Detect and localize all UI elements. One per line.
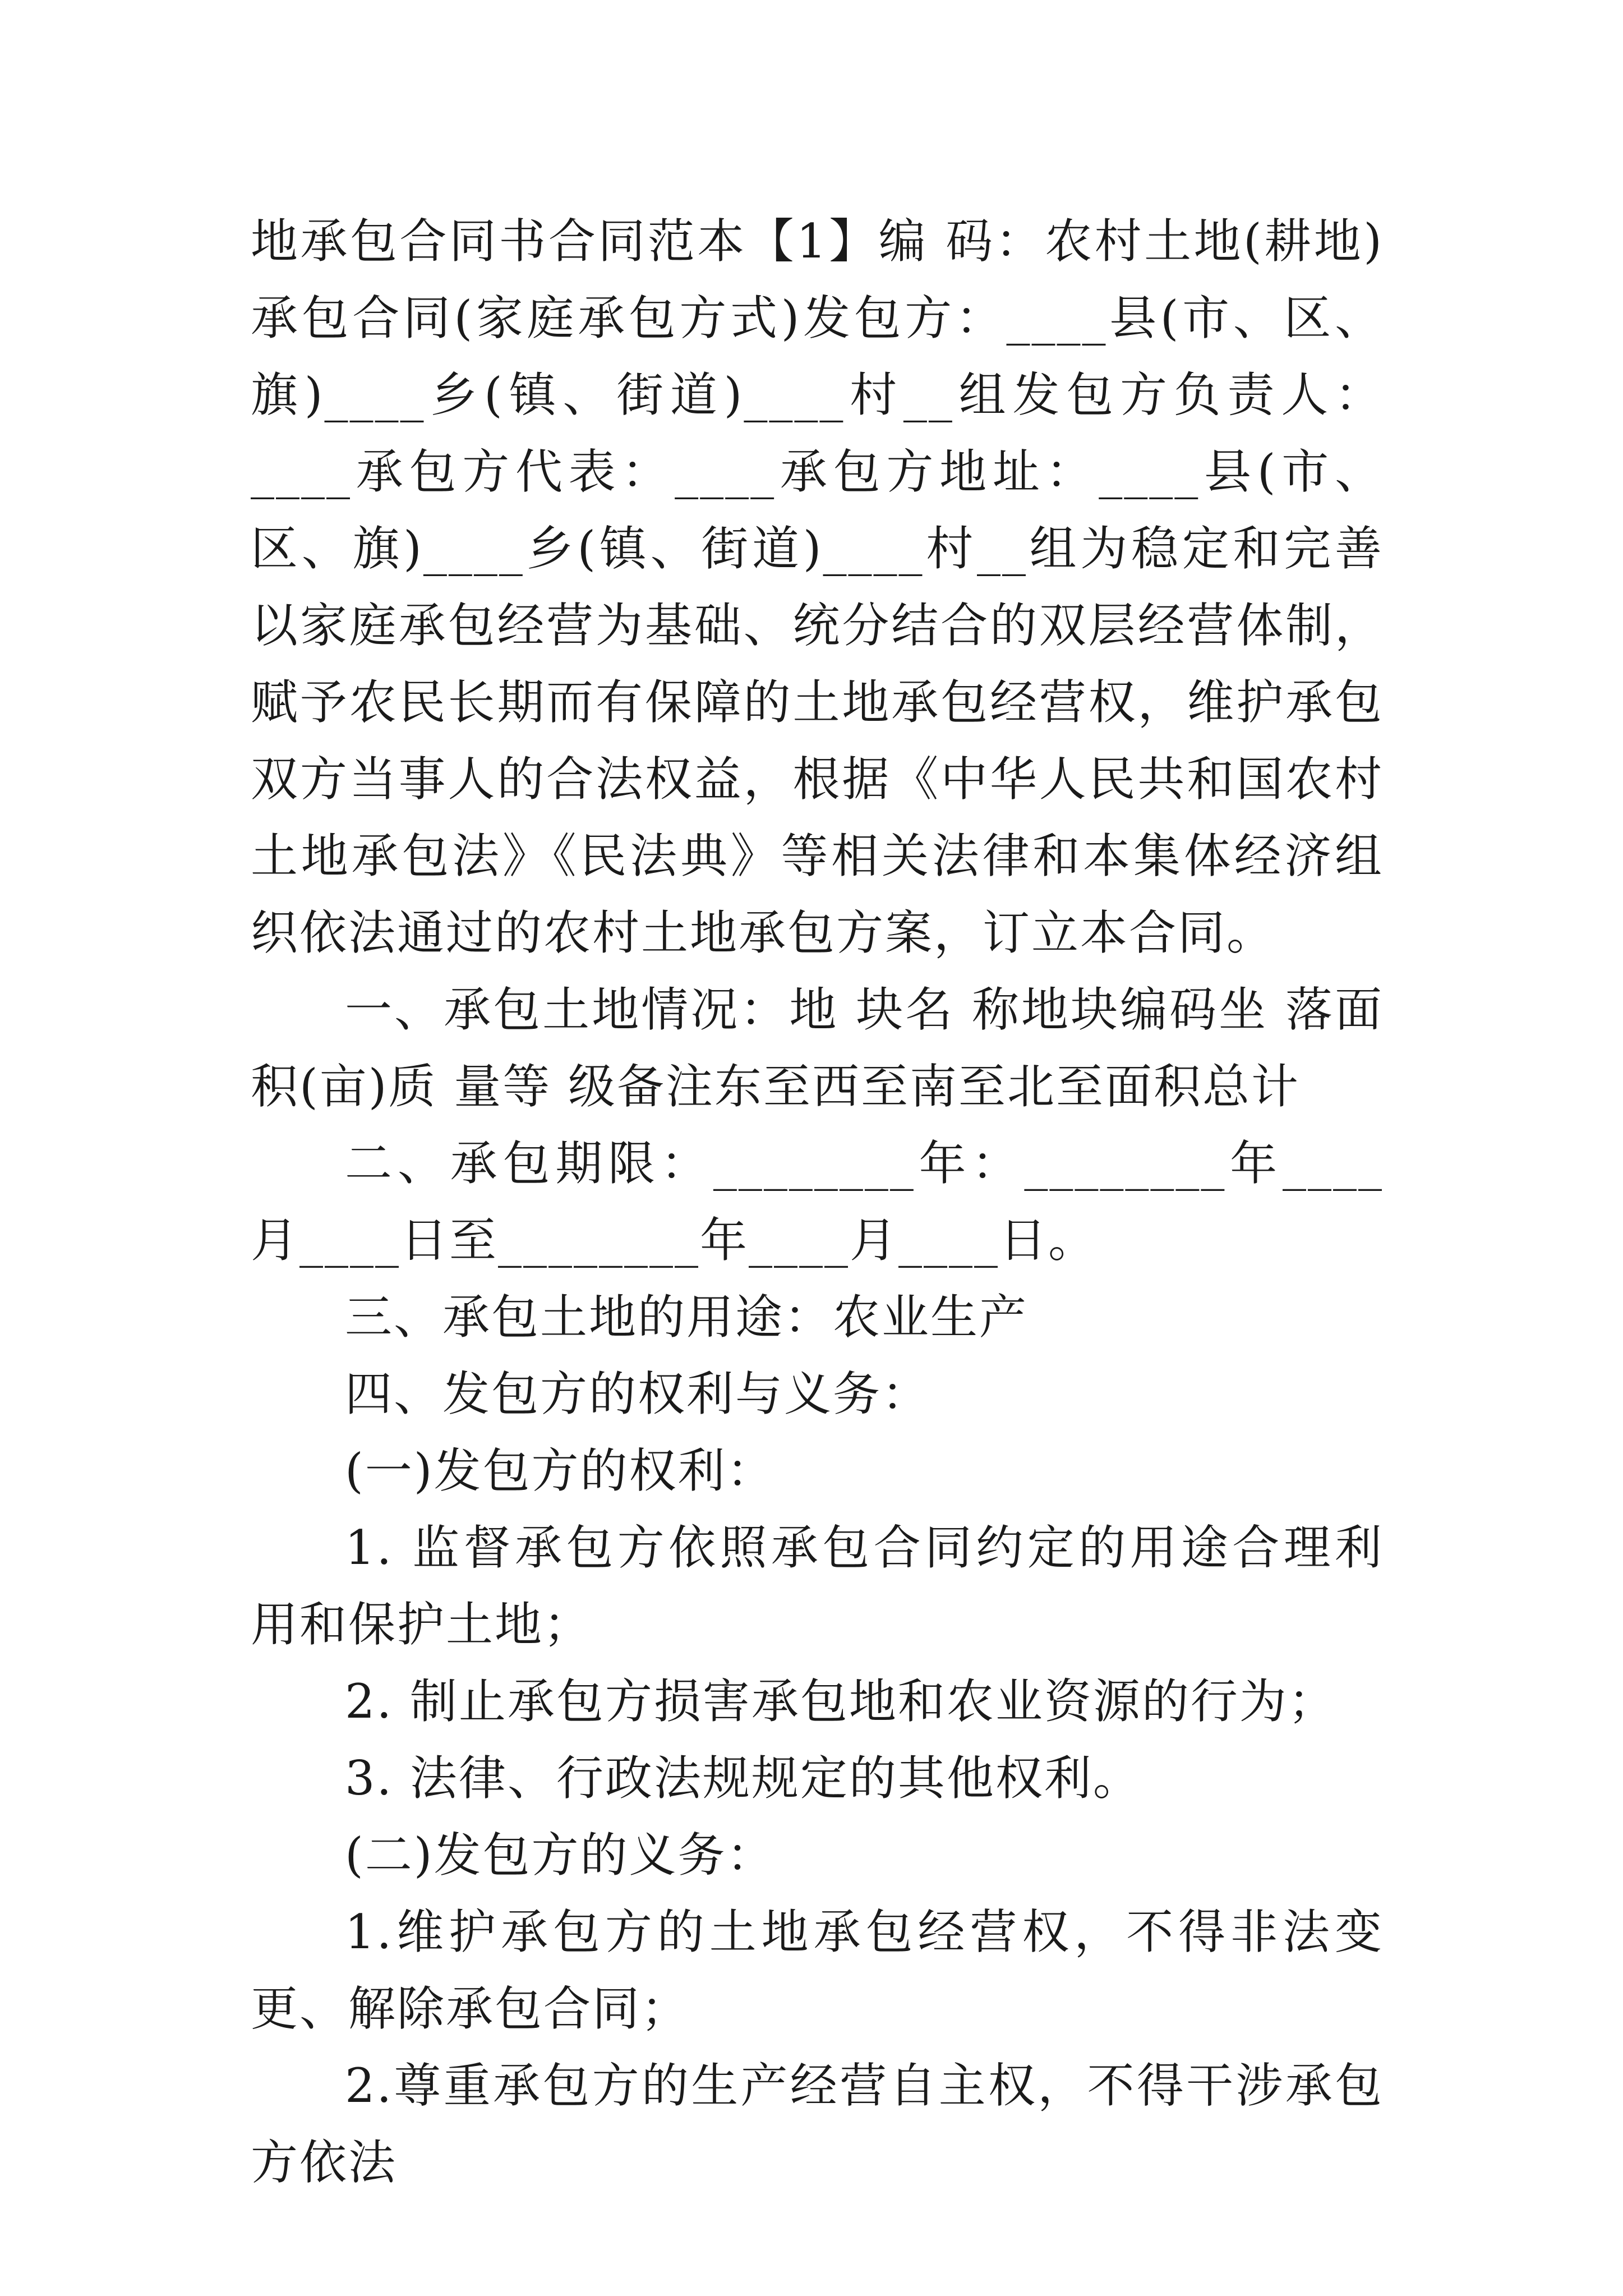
contract-body xyxy=(251,203,1384,2201)
section-issuer-rights-duties: 四、发包方的权利与义务： xyxy=(345,1366,931,1421)
duties-item-2: 2.尊重承包方的生产经营自主权，不得干涉承包方依法 xyxy=(251,2058,1384,2190)
rights-item-1: 1. 监督承包方依照承包合同约定的用途合理利用和保护土地； xyxy=(251,1520,1384,1652)
section-contract-term: 二、承包期限：________年：________年____月____日至________年____月____日。 xyxy=(251,1136,1384,1268)
contract-intro-paragraph: 地承包合同书合同范本【1】编 码：农村土地(耕地)承包合同(家庭承包方式)发包方：____县(市、区、旗)____乡(镇、街道)____村__组发包方负责人：____承包方代表：____承包方地址：____县(市、区、旗)____乡(镇、街道)____村__组为稳定和完善以家庭承包经营为基础、统分结合的双层经营体制，赋予农民长期而有保障的土地承包经营权，维护承包双方当事人的合法权益，根据《中华人民共和国农村土地承包法》《民法典》等相关法律和本集体经济组织依法通过的农村土地承包方案，订立本合同。 xyxy=(251,214,1384,960)
duties-item-1: 1.维护承包方的土地承包经营权，不得非法变更、解除承包合同； xyxy=(251,1904,1384,2036)
rights-item-3: 3. 法律、行政法规规定的其他权利。 xyxy=(345,1751,1142,1806)
subsection-issuer-duties: (二)发包方的义务： xyxy=(345,1828,776,1883)
rights-item-2: 2. 制止承包方损害承包地和农业资源的行为； xyxy=(345,1674,1337,1729)
subsection-issuer-rights: (一)发包方的权利： xyxy=(345,1443,776,1498)
section-land-info: 一、承包土地情况：地 块名 称地块编码坐 落面 积(亩)质 量等 级备注东至西至南至北至面积总计 xyxy=(251,982,1384,1114)
section-land-use: 三、承包土地的用途：农业生产 xyxy=(345,1290,1029,1345)
